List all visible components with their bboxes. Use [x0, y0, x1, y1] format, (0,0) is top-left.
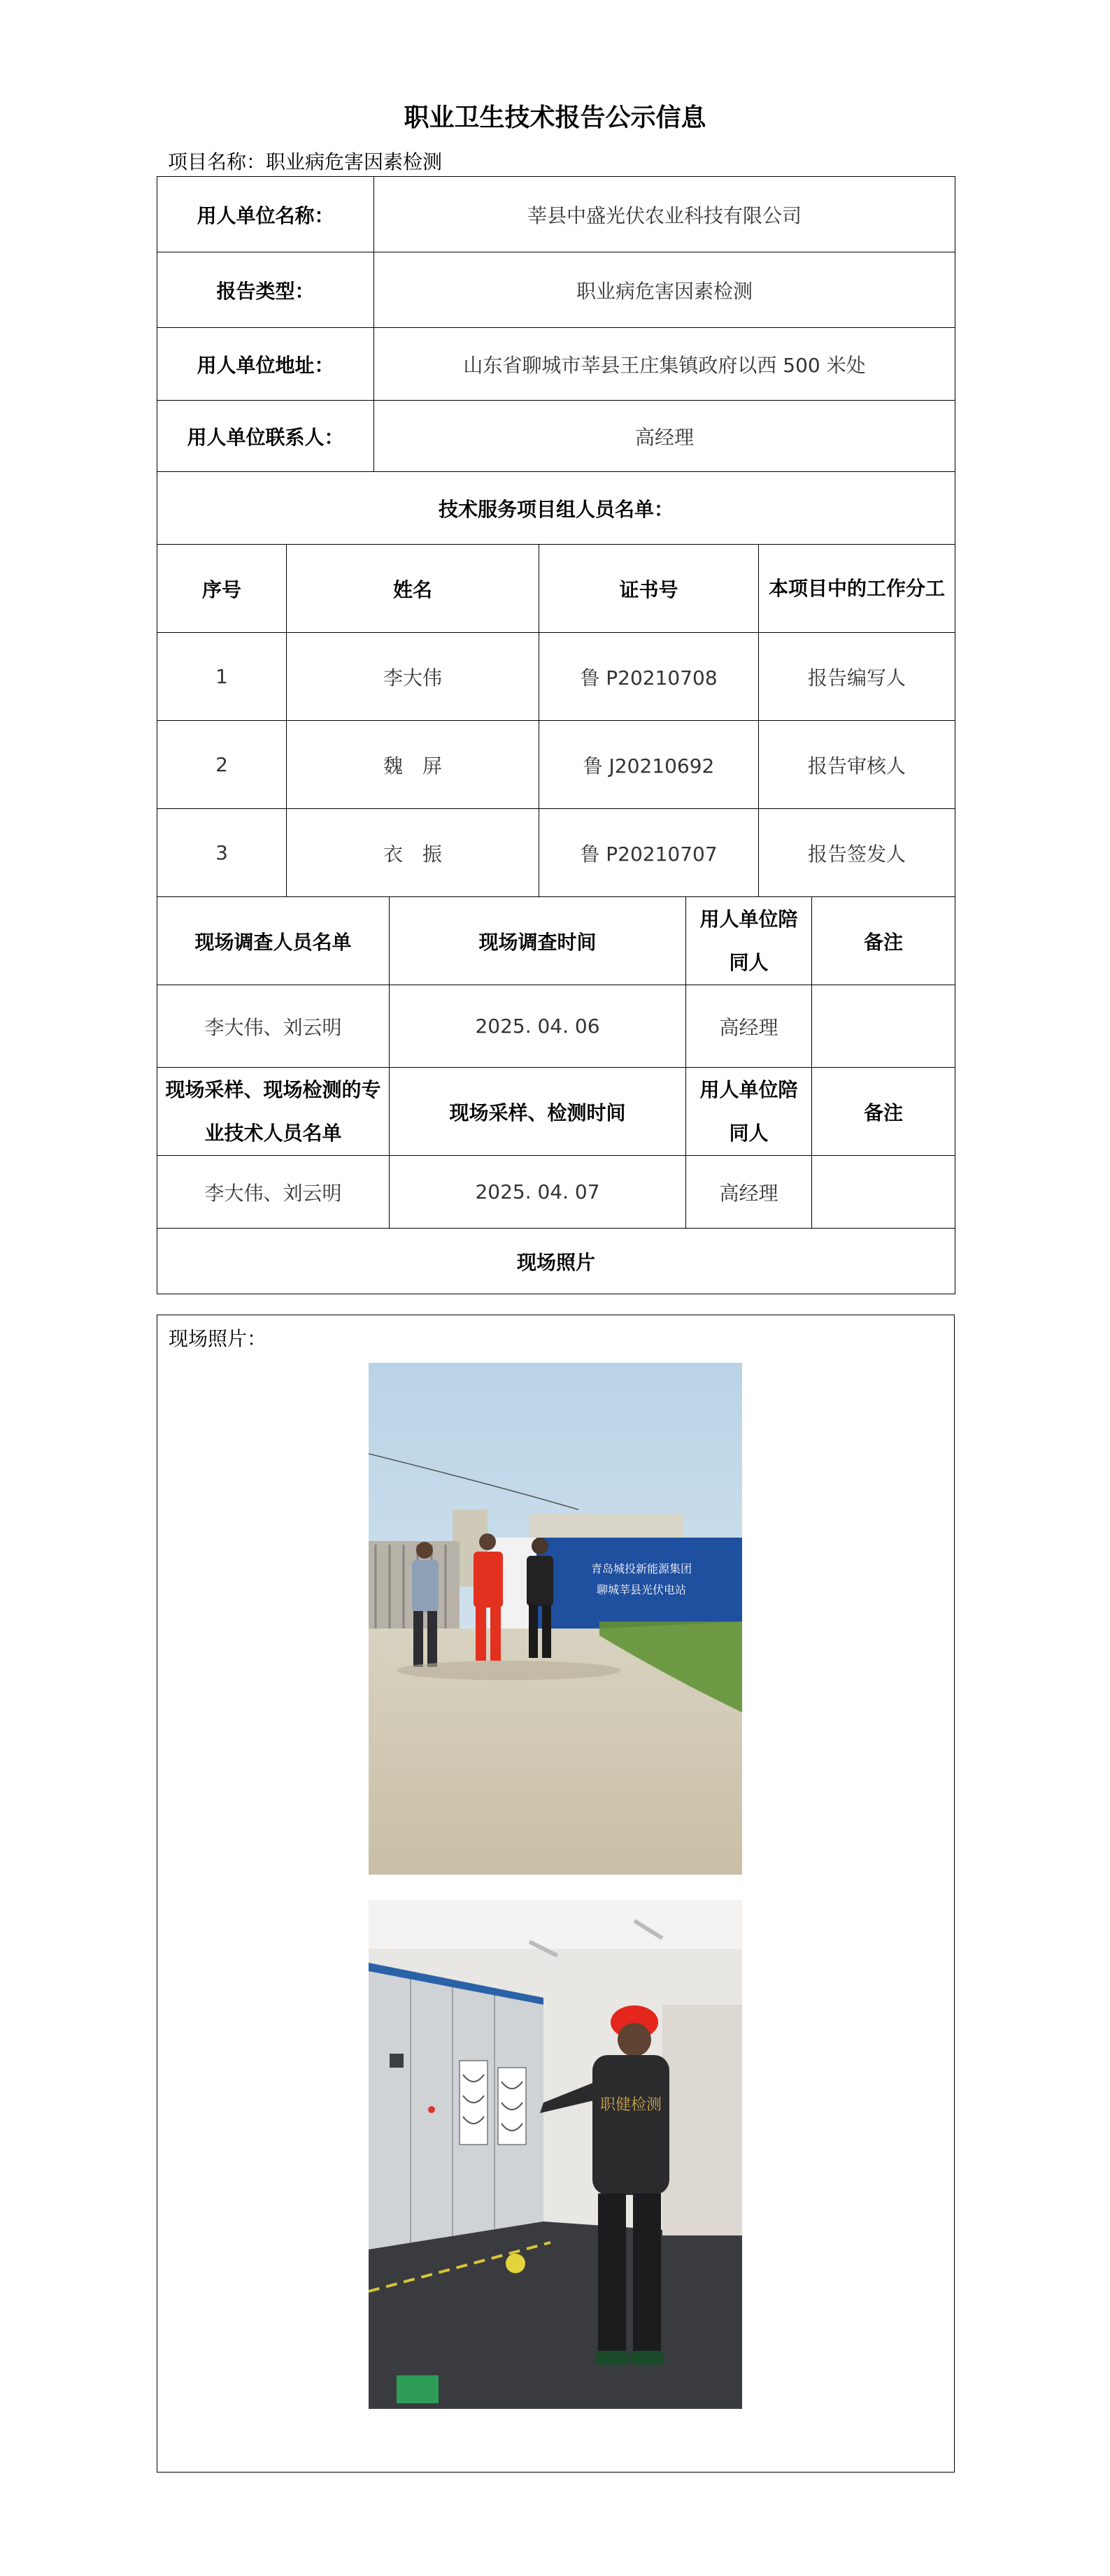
- table-row: [157, 1156, 955, 1229]
- survey-cell: 2025. 04. 06: [390, 985, 686, 1068]
- info-label: 用人单位联系人：: [157, 401, 374, 472]
- photo-row: [157, 1229, 955, 1294]
- survey-header: 用人单位陪同人: [686, 897, 812, 985]
- team-cell: 报告签发人: [759, 809, 955, 897]
- sampling-cell: 2025. 04. 07: [390, 1156, 686, 1229]
- team-header-row: [157, 545, 955, 633]
- info-table: [157, 176, 955, 545]
- site-photo-outdoor: [369, 1363, 742, 1875]
- team-heading: 技术服务项目组人员名单：: [157, 472, 955, 545]
- sign-line-2: 聊城莘县光伏电站: [596, 1583, 687, 1596]
- photos-section: [157, 1315, 955, 2473]
- team-header: 姓名: [287, 545, 539, 633]
- info-label: 报告类型：: [157, 252, 374, 328]
- info-value: 莘县中盛光伏农业科技有限公司: [374, 177, 955, 252]
- survey-header: 现场调查时间: [390, 897, 686, 985]
- survey-cell: 李大伟、刘云明: [157, 985, 390, 1068]
- team-heading-row: [157, 472, 955, 545]
- survey-table: [157, 896, 955, 1294]
- info-row: [157, 328, 955, 401]
- info-value: 山东省聊城市莘县王庄集镇政府以西 500 米处: [374, 328, 955, 401]
- photos-label: 现场照片：: [169, 1327, 267, 1350]
- sign-line-1: 青岛城投新能源集团: [590, 1562, 692, 1575]
- photo-row-label: 现场照片: [157, 1229, 955, 1294]
- info-row: [157, 401, 955, 472]
- team-header: 序号: [157, 545, 287, 633]
- team-table: [157, 544, 955, 897]
- sampling-header: 备注: [812, 1068, 955, 1156]
- table-row: [157, 721, 955, 809]
- team-cell: 鲁 P20210707: [539, 809, 759, 897]
- project-name: 项目名称：职业病危害因素检测: [168, 150, 443, 173]
- info-row: [157, 252, 955, 328]
- sampling-cell: 李大伟、刘云明: [157, 1156, 390, 1229]
- sampling-cell: [812, 1156, 955, 1229]
- team-cell: 鲁 P20210708: [539, 633, 759, 721]
- team-cell: 2: [157, 721, 287, 809]
- table-row: [157, 985, 955, 1068]
- team-cell: 李大伟: [287, 633, 539, 721]
- team-cell: 衣 振: [287, 809, 539, 897]
- survey-cell: [812, 985, 955, 1068]
- sampling-cell: 高经理: [686, 1156, 812, 1229]
- survey-cell: 高经理: [686, 985, 812, 1068]
- info-value: 高经理: [374, 401, 955, 472]
- team-header: 证书号: [539, 545, 759, 633]
- vest-text: 职健检测: [599, 2096, 662, 2114]
- team-cell: 魏 屏: [287, 721, 539, 809]
- survey-header: 现场调查人员名单: [157, 897, 390, 985]
- sampling-header-row: [157, 1068, 955, 1156]
- table-row: [157, 809, 955, 897]
- team-cell: 3: [157, 809, 287, 897]
- info-label: 用人单位地址：: [157, 328, 374, 401]
- team-cell: 鲁 J20210692: [539, 721, 759, 809]
- sampling-header: 现场采样、现场检测的专业技术人员名单: [157, 1068, 390, 1156]
- survey-header: 备注: [812, 897, 955, 985]
- page-title: 职业卫生技术报告公示信息: [404, 103, 706, 132]
- team-cell: 报告编写人: [759, 633, 955, 721]
- team-cell: 报告审核人: [759, 721, 955, 809]
- table-row: [157, 633, 955, 721]
- team-cell: 1: [157, 633, 287, 721]
- sampling-header: 现场采样、检测时间: [390, 1068, 686, 1156]
- info-label: 用人单位名称：: [157, 177, 374, 252]
- sampling-header: 用人单位陪同人: [686, 1068, 812, 1156]
- site-photo-indoor: [369, 1900, 742, 2409]
- info-row: [157, 177, 955, 252]
- survey-header-row: [157, 897, 955, 985]
- team-header: 本项目中的工作分工: [759, 545, 955, 633]
- info-value: 职业病危害因素检测: [374, 252, 955, 328]
